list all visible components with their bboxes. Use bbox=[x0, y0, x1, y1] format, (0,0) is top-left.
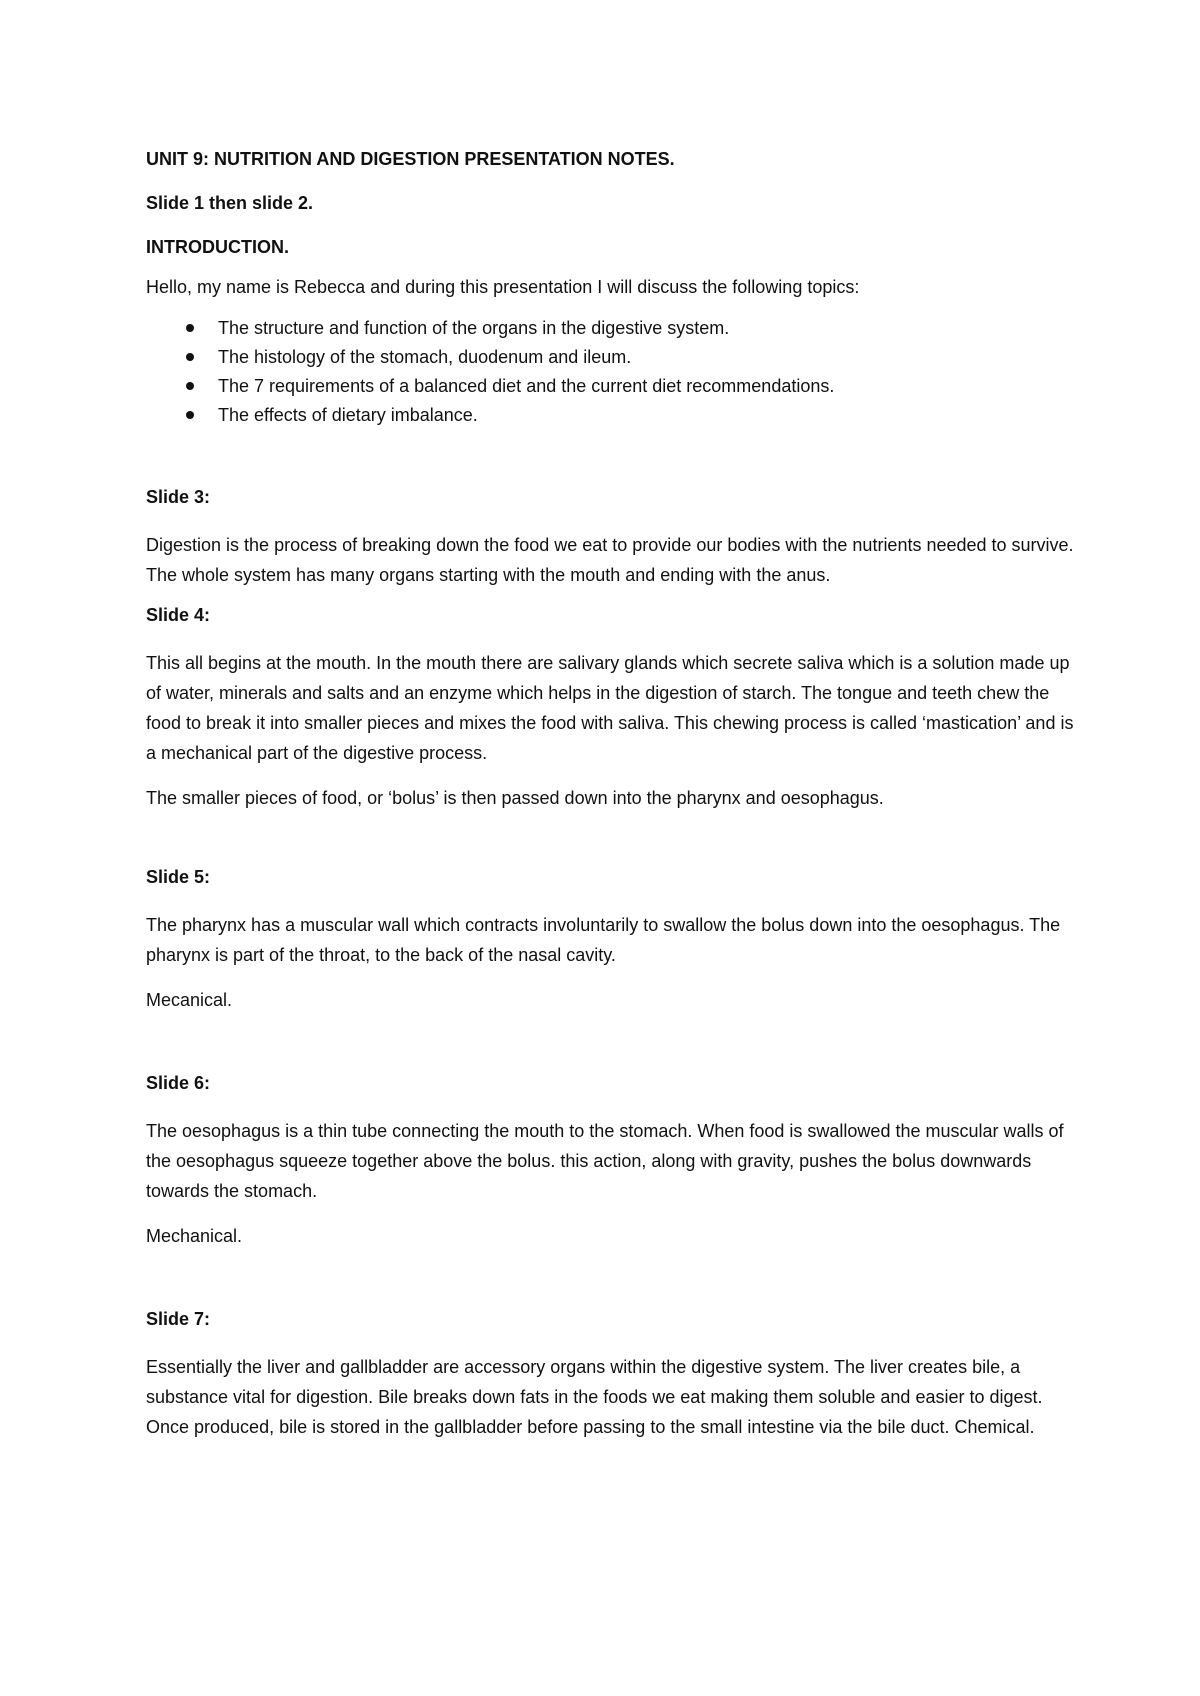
slide4-heading: Slide 4: bbox=[146, 605, 211, 625]
introduction-heading: INTRODUCTION. bbox=[146, 237, 289, 257]
slide6-heading: Slide 6: bbox=[146, 1073, 211, 1093]
list-item: The effects of dietary imbalance. bbox=[146, 401, 1076, 430]
document-title: UNIT 9: NUTRITION AND DIGESTION PRESENTATION NOTES. bbox=[146, 149, 675, 169]
introduction-text: Hello, my name is Rebecca and during this presentation I will discuss the following topics: bbox=[146, 277, 860, 297]
list-item: The structure and function of the organs in the digestive system. bbox=[146, 314, 1076, 343]
slide3-text: Digestion is the process of breaking down the food we eat to provide our bodies with the nutrients needed to survive. The whole system has many organs starting with the mouth and ending with the anus. bbox=[146, 535, 1074, 585]
list-item: The 7 requirements of a balanced diet and the current diet recommendations. bbox=[146, 372, 1076, 401]
list-item: The histology of the stomach, duodenum and ileum. bbox=[146, 343, 1076, 372]
document-page bbox=[146, 148, 1076, 1442]
slide3-heading: Slide 3: bbox=[146, 487, 211, 507]
slide5-heading: Slide 5: bbox=[146, 867, 211, 887]
slide7-text: Essentially the liver and gallbladder are accessory organs within the digestive system. The liver creates bile, a substance vital for digestion. Bile breaks down fats in the foods we eat making them soluble and easier to digest. Once produced, bile is stored in the gallbladder before passing to the small intestine via the bile duct. Chemical. bbox=[146, 1357, 1043, 1437]
topics-list bbox=[146, 314, 1076, 430]
slide6-text: The oesophagus is a thin tube connecting the mouth to the stomach. When food is swallowed the muscular walls of the oesophagus squeeze together above the bolus. this action, along with gravity, pushes the bolus downwards towards the stomach. bbox=[146, 1121, 1064, 1201]
slide5-note: Mecanical. bbox=[146, 990, 233, 1010]
slide7-heading: Slide 7: bbox=[146, 1309, 211, 1329]
slide-intro-label: Slide 1 then slide 2. bbox=[146, 193, 314, 213]
slide4-text2: The smaller pieces of food, or ‘bolus’ is then passed down into the pharynx and oesophagus. bbox=[146, 788, 884, 808]
slide5-text: The pharynx has a muscular wall which contracts involuntarily to swallow the bolus down into the oesophagus. The pharynx is part of the throat, to the back of the nasal cavity. bbox=[146, 915, 1061, 965]
slide6-note: Mechanical. bbox=[146, 1226, 243, 1246]
slide4-text: This all begins at the mouth. In the mouth there are salivary glands which secrete saliva which is a solution made up of water, minerals and salts and an enzyme which helps in the digestion of starch. The tongue and teeth chew the food to break it into smaller pieces and mixes the food with saliva. This chewing process is called ‘mastication’ and is a mechanical part of the digestive process. bbox=[146, 653, 1074, 763]
